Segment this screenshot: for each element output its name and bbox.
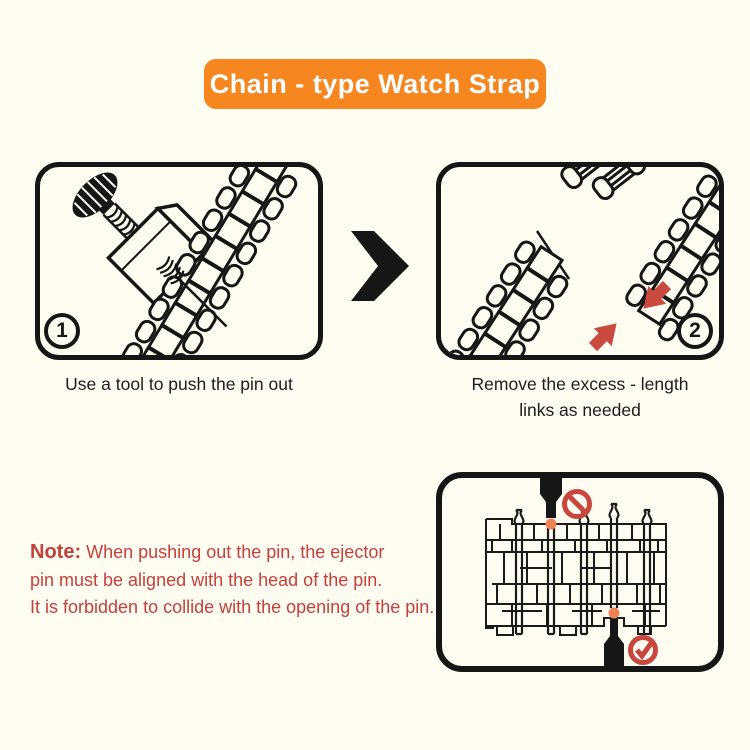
note-label: Note: xyxy=(30,541,82,563)
red-arrow-icon xyxy=(584,314,625,355)
pin-contact-dot-bottom xyxy=(609,608,620,619)
step1-number: 1 xyxy=(56,319,68,342)
ejector-tool-wrong xyxy=(540,478,562,518)
note-line-2: pin must be aligned with the head of the pin. xyxy=(30,569,383,590)
link-remover-tool-illustration xyxy=(40,167,318,355)
step2-number-badge xyxy=(677,313,713,349)
bracelet-segment-left xyxy=(441,237,577,355)
step1-panel xyxy=(35,162,323,360)
bracelet-cross-section xyxy=(486,519,666,635)
page-title: Chain - type Watch Strap xyxy=(209,68,541,99)
pin-alignment-diagram xyxy=(442,478,718,666)
note-block xyxy=(30,539,466,622)
prohibition-icon xyxy=(565,492,590,517)
removed-link xyxy=(559,167,647,212)
pin-contact-dot-top xyxy=(546,519,557,530)
step2-caption: Remove the excess - length links as needed xyxy=(471,374,689,420)
step2-number: 2 xyxy=(689,319,701,342)
step2-panel xyxy=(436,162,724,360)
note-line-1: Note: When pushing out the pin, the ejector xyxy=(30,541,385,563)
pin-alignment-panel xyxy=(436,472,724,672)
step1-caption: Use a tool to push the pin out xyxy=(65,374,293,394)
step1-number-badge xyxy=(44,313,80,349)
chevron-right-icon xyxy=(351,231,409,301)
note-line-3: It is forbidden to collide with the opening of the pin. xyxy=(30,597,435,617)
check-circle-icon xyxy=(631,638,656,663)
title-banner xyxy=(204,59,546,109)
ejector-tool-correct xyxy=(604,619,624,666)
